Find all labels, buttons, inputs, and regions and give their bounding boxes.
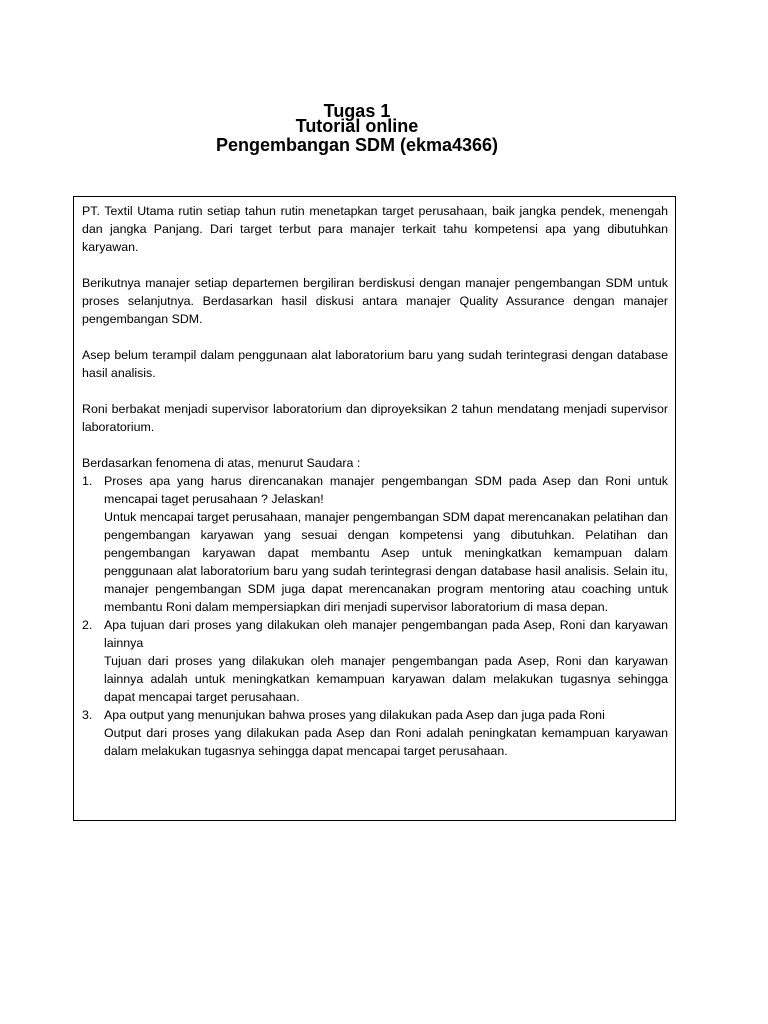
title-line-1: Tugas 1: [323, 101, 391, 121]
question-text: Proses apa yang harus direncanakan manajer pengembangan SDM pada Asep dan Roni untuk mencapai taget perusahaan ? Jelaskan!: [104, 474, 668, 506]
answer-text: Output dari proses yang dilakukan pada Asep dan Roni adalah peningkatan kemampuan karyawan dalam melakukan tugasnya sehingga dapat mencapai target perusahaan.: [104, 726, 668, 758]
question-number: 2.: [82, 618, 93, 632]
title-line-2: Tutorial online: [295, 116, 419, 136]
case-paragraph: Berikutnya manajer setiap departemen bergiliran berdiskusi dengan manajer pengembangan SDM untuk proses selanjutnya. Berdasarkan hasil diskusi antara manajer Quality Assurance dengan manajer pengembangan SDM.: [82, 276, 668, 326]
case-paragraph: Roni berbakat menjadi supervisor laboratorium dan diproyeksikan 2 tahun mendatang menjadi supervisor laboratorium.: [82, 402, 668, 434]
answer-text: Tujuan dari proses yang dilakukan oleh manajer pengembangan pada Asep, Roni dan karyawan lainnya adalah untuk meningkatkan kemampuan karyawan dalam melakukan tugasnya sehingga dapat mencapai target perusahaan.: [104, 654, 668, 704]
questions-intro: Berdasarkan fenomena di atas, menurut Saudara :: [82, 456, 361, 470]
answer-text: Untuk mencapai target perusahaan, manajer pengembangan SDM dapat merencanakan pelatihan dan pengembangan karyawan yang sesuai dengan kompetensi yang dibutuhkan. Pelatihan dan pengembangan karyawan dapat membantu Asep untuk meningkatkan kemampuan dalam penggunaan alat laboratorium baru yang sudah terintegrasi dengan database hasil analisis. Selain itu, manajer pengembangan SDM juga dapat merencanakan program mentoring atau coaching untuk membantu Roni dalam mempersiapkan diri menjadi supervisor laboratorium di masa depan.: [104, 510, 668, 614]
assignment-box: [73, 196, 676, 821]
question-list: [82, 472, 668, 760]
question-number: 1.: [82, 474, 93, 488]
question-text: Apa tujuan dari proses yang dilakukan oleh manajer pengembangan pada Asep, Roni dan karyawan lainnya: [104, 618, 668, 650]
question-item: [82, 472, 668, 616]
title-line-3: Pengembangan SDM (ekma4366): [215, 135, 499, 155]
question-item: [82, 616, 668, 706]
document-title: [0, 101, 714, 155]
case-paragraph: Asep belum terampil dalam penggunaan alat laboratorium baru yang sudah terintegrasi dengan database hasil analisis.: [82, 348, 668, 380]
question-text: Apa output yang menunjukan bahwa proses yang dilakukan pada Asep dan juga pada Roni: [104, 708, 605, 722]
question-number: 3.: [82, 708, 93, 722]
case-paragraph: PT. Textil Utama rutin setiap tahun rutin menetapkan target perusahaan, baik jangka pendek, menengah dan jangka Panjang. Dari target terbut para manajer terkait tahu kompetensi apa yang dibutuhkan karyawan.: [82, 204, 668, 254]
question-item: [82, 706, 668, 760]
